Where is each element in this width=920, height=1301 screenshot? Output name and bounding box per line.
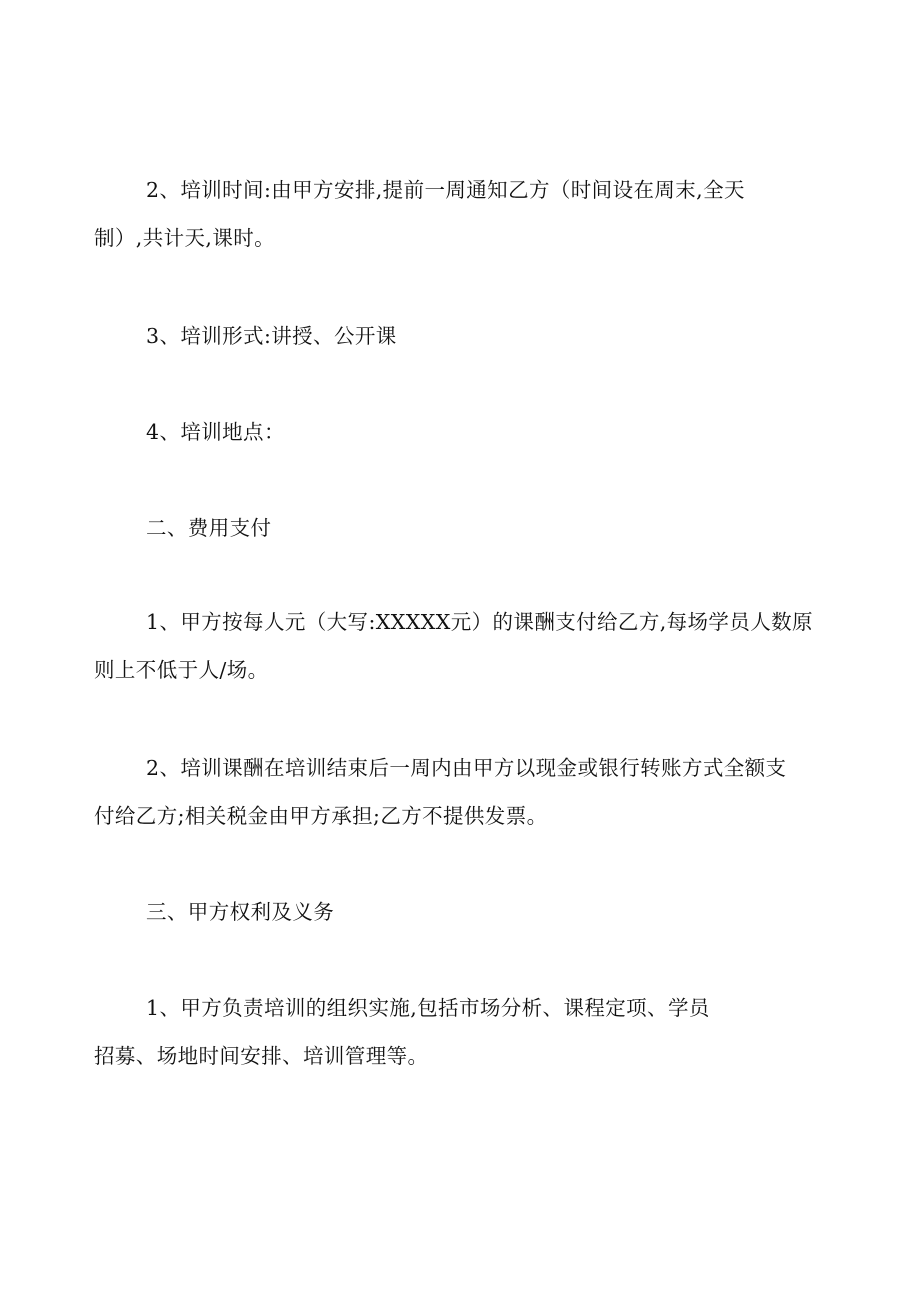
paragraph-fee-rate	[94, 598, 834, 694]
paragraph-training-format	[94, 312, 834, 360]
paragraph-line: 3、培训形式:讲授、公开课	[146, 324, 397, 348]
paragraph-line: 制）,共计天,课时。	[94, 226, 276, 250]
paragraph-line: 2、培训时间:由甲方安排,提前一周通知乙方（时间设在周末,全天	[146, 178, 745, 202]
section-heading-fee-payment	[94, 504, 834, 552]
paragraph-line: 1、甲方按每人元（大写:XXXXX元）的课酬支付给乙方,每场学员人数原	[146, 610, 813, 634]
paragraph-line: 2、培训课酬在培训结束后一周内由甲方以现金或银行转账方式全额支	[146, 756, 787, 780]
paragraph-party-a-duties	[94, 984, 834, 1080]
paragraph-training-location	[94, 408, 834, 456]
paragraph-line: 1、甲方负责培训的组织实施,包括市场分析、课程定项、学员	[146, 996, 710, 1020]
section-heading-line: 三、甲方权利及义务	[146, 900, 335, 924]
paragraph-training-time	[94, 166, 834, 262]
paragraph-line: 4、培训地点：	[146, 420, 285, 444]
section-heading-line: 二、费用支付	[146, 516, 272, 540]
paragraph-line: 付给乙方;相关税金由甲方承担;乙方不提供发票。	[94, 804, 548, 828]
paragraph-line: 则上不低于人/场。	[94, 658, 269, 682]
section-heading-party-a-rights	[94, 888, 834, 936]
paragraph-line: 招募、场地时间安排、培训管理等。	[94, 1044, 429, 1068]
paragraph-payment-terms	[94, 744, 834, 840]
